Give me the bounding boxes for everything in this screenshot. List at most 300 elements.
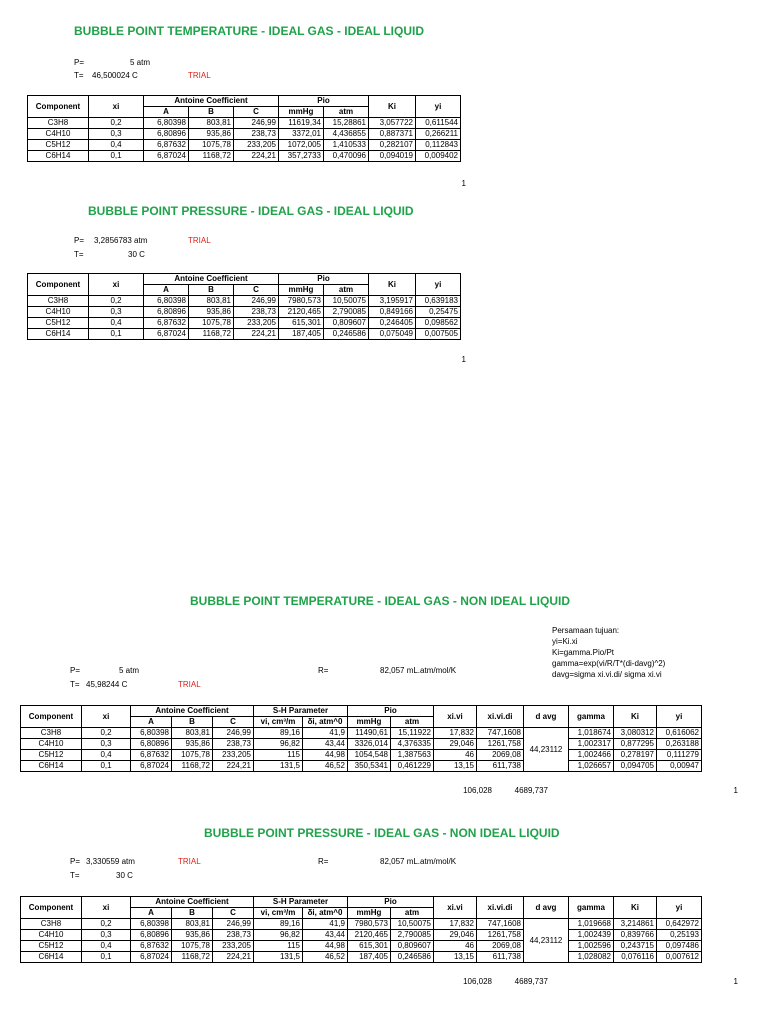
hdr-a: A	[131, 908, 172, 919]
table-cell: 0,1	[89, 329, 144, 340]
hdr-di: δi, atm^0	[303, 908, 348, 919]
table-cell: C5H12	[21, 750, 82, 761]
table-cell: 0,094705	[614, 761, 657, 772]
table-cell: 0,461229	[391, 761, 434, 772]
table-cell: 0,266211	[416, 129, 461, 140]
table-cell: 0,2	[89, 296, 144, 307]
hdr-sh: S-H Parameter	[254, 706, 348, 717]
table-cell: 1,002466	[569, 750, 614, 761]
table-cell: 0,4	[89, 318, 144, 329]
table-cell: 238,73	[213, 930, 254, 941]
table-cell: C3H8	[28, 296, 89, 307]
table-cell: 0,25475	[416, 307, 461, 318]
table-cell: 0,246586	[324, 329, 369, 340]
s3-table	[20, 705, 702, 772]
table-cell: 2,790085	[391, 930, 434, 941]
table-cell: 89,16	[254, 919, 303, 930]
table-cell: 3,195917	[369, 296, 416, 307]
s2-p-value: 3,2856783 atm	[94, 236, 148, 245]
hdr-b: B	[189, 107, 234, 118]
hdr-mmhg: mmHg	[279, 285, 324, 296]
table-cell: 238,73	[213, 739, 254, 750]
table-cell: 6,80896	[131, 739, 172, 750]
s4-sum-xividi: 4689,737	[514, 977, 548, 986]
table-cell: 615,301	[279, 318, 324, 329]
table-cell: 0,282107	[369, 140, 416, 151]
table-cell: 6,80398	[131, 919, 172, 930]
hdr-vi: vi, cm³/m	[254, 908, 303, 919]
hdr-ki: Ki	[614, 897, 657, 919]
s4-p-label: P=	[70, 857, 81, 866]
table-cell: 0,642972	[657, 919, 702, 930]
hdr-davg: d avg	[524, 706, 569, 728]
hdr-xi: xi	[89, 274, 144, 296]
table-cell: 747,1608	[477, 728, 524, 739]
table-cell: 747,1608	[477, 919, 524, 930]
hdr-atm: atm	[324, 285, 369, 296]
table-cell: 0,4	[82, 750, 131, 761]
hdr-ki: Ki	[369, 274, 416, 296]
table-cell: 1075,78	[172, 750, 213, 761]
table-cell: 131,5	[254, 761, 303, 772]
table-cell: 238,73	[234, 307, 279, 318]
table-cell: 46	[434, 750, 477, 761]
hdr-antoine: Antoine Coefficient	[144, 274, 279, 285]
table-cell: C3H8	[21, 919, 82, 930]
table-cell: 6,87632	[131, 750, 172, 761]
table-cell: 935,86	[189, 129, 234, 140]
table-cell: 0,3	[89, 307, 144, 318]
hdr-pio: Pio	[279, 96, 369, 107]
table-row	[21, 941, 702, 952]
table-row	[21, 728, 702, 739]
table-cell: 0,25193	[657, 930, 702, 941]
table-cell: 357,2733	[279, 151, 324, 162]
s1-sum: 1	[461, 179, 466, 188]
hdr-davg: d avg	[524, 897, 569, 919]
table-cell: 0,3	[82, 739, 131, 750]
hdr-b: B	[172, 717, 213, 728]
table-cell: 2120,465	[279, 307, 324, 318]
table-cell: 224,21	[213, 952, 254, 963]
table-cell: 0,616062	[657, 728, 702, 739]
table-cell: C6H14	[28, 329, 89, 340]
table-cell: 233,205	[213, 941, 254, 952]
table-cell: 6,87024	[131, 761, 172, 772]
table-row	[21, 952, 702, 963]
hdr-xivi: xi.vi	[434, 706, 477, 728]
table-row	[28, 307, 461, 318]
table-cell: 3,214861	[614, 919, 657, 930]
table-cell: 224,21	[213, 761, 254, 772]
table-cell: 17,832	[434, 919, 477, 930]
table-cell: 0,809607	[391, 941, 434, 952]
s4-sum-xivi: 106,028	[463, 977, 492, 986]
table-cell: 2069,08	[477, 750, 524, 761]
s2-t-value: 30 C	[128, 250, 145, 259]
table-cell: 803,81	[189, 118, 234, 129]
table-cell: 611,738	[477, 761, 524, 772]
table-row	[28, 329, 461, 340]
hdr-pio: Pio	[348, 897, 434, 908]
table-cell: 1,002439	[569, 930, 614, 941]
table-cell: 1168,72	[189, 329, 234, 340]
hdr-ki: Ki	[369, 96, 416, 118]
table-cell: 131,5	[254, 952, 303, 963]
table-cell: 1072,005	[279, 140, 324, 151]
table-cell: 6,87024	[131, 952, 172, 963]
section4-title: BUBBLE POINT PRESSURE - IDEAL GAS - NON IDEAL LIQUID	[204, 826, 560, 840]
hdr-b: B	[172, 908, 213, 919]
table-cell: C6H14	[21, 761, 82, 772]
table-cell: C3H8	[21, 728, 82, 739]
hdr-b: B	[189, 285, 234, 296]
table-cell: 1,002596	[569, 941, 614, 952]
hdr-mmhg: mmHg	[348, 717, 391, 728]
hdr-c: C	[234, 107, 279, 118]
s1-t-label: T=	[74, 71, 84, 80]
hdr-xi: xi	[89, 96, 144, 118]
table-cell: C3H8	[28, 118, 89, 129]
table-cell: 0,2	[82, 728, 131, 739]
table-cell: 46,52	[303, 952, 348, 963]
table-row	[28, 118, 461, 129]
table-cell: 0,4	[82, 941, 131, 952]
table-cell: 6,80896	[131, 930, 172, 941]
table-cell: 115	[254, 750, 303, 761]
table-cell: 0,007505	[416, 329, 461, 340]
table-cell: 6,80896	[144, 129, 189, 140]
table-cell: 10,50075	[391, 919, 434, 930]
table-cell: 41,9	[303, 728, 348, 739]
note-line: yi=Ki.xi	[552, 637, 578, 646]
note-line: Persamaan tujuan:	[552, 626, 620, 635]
table-cell: 224,21	[234, 329, 279, 340]
table-cell: 0,278197	[614, 750, 657, 761]
table-cell: 6,87632	[131, 941, 172, 952]
hdr-c: C	[213, 717, 254, 728]
s1-t-value: 46,500024 C	[92, 71, 138, 80]
s3-sum-xividi: 4689,737	[514, 786, 548, 795]
table-cell: 44,98	[303, 941, 348, 952]
table-cell: 0,4	[89, 140, 144, 151]
table-cell: 803,81	[172, 919, 213, 930]
table-cell: 7980,573	[279, 296, 324, 307]
table-cell: C4H10	[21, 930, 82, 941]
hdr-component: Component	[28, 274, 89, 296]
table-cell: 233,205	[234, 318, 279, 329]
s3-r-label: R=	[318, 666, 329, 675]
hdr-c: C	[213, 908, 254, 919]
hdr-atm: atm	[391, 717, 434, 728]
table-cell: 1168,72	[172, 952, 213, 963]
table-cell: 15,11922	[391, 728, 434, 739]
table-cell: 0,097486	[657, 941, 702, 952]
table-cell: 46	[434, 941, 477, 952]
s4-t-value: 30 C	[116, 871, 133, 880]
table-row	[21, 750, 702, 761]
table-cell: 3,057722	[369, 118, 416, 129]
table-cell: 1054,548	[348, 750, 391, 761]
table-cell: 0,111279	[657, 750, 702, 761]
note-line: Ki=gamma.Pio/Pt	[552, 648, 615, 657]
davg-cell: 44,23112	[524, 728, 569, 772]
table-cell: 0,849166	[369, 307, 416, 318]
table-cell: 43,44	[303, 930, 348, 941]
hdr-component: Component	[28, 96, 89, 118]
table-cell: 0,3	[89, 129, 144, 140]
davg-cell: 44,23112	[524, 919, 569, 963]
table-row	[28, 140, 461, 151]
s3-sum: 1	[733, 786, 738, 795]
table-cell: 233,205	[234, 140, 279, 151]
table-cell: C4H10	[28, 129, 89, 140]
hdr-yi: yi	[416, 274, 461, 296]
hdr-xi: xi	[82, 897, 131, 919]
hdr-vi: vi, cm³/m	[254, 717, 303, 728]
table-cell: 15,28861	[324, 118, 369, 129]
s4-trial: TRIAL	[178, 857, 201, 866]
table-cell: 233,205	[213, 750, 254, 761]
table-cell: 6,87632	[144, 318, 189, 329]
table-cell: 96,82	[254, 930, 303, 941]
s2-table	[27, 273, 461, 340]
hdr-antoine: Antoine Coefficient	[131, 897, 254, 908]
table-cell: 1,002317	[569, 739, 614, 750]
note-line: gamma=exp(vi/R/T*(di-davg)^2)	[552, 659, 666, 668]
table-cell: 1,387563	[391, 750, 434, 761]
table-cell: 29,046	[434, 739, 477, 750]
table-cell: 187,405	[348, 952, 391, 963]
table-cell: 6,80398	[144, 296, 189, 307]
table-cell: C5H12	[28, 140, 89, 151]
table-cell: 6,80896	[144, 307, 189, 318]
table-cell: 0,075049	[369, 329, 416, 340]
s3-sum-xivi: 106,028	[463, 786, 492, 795]
table-cell: 0,2	[89, 118, 144, 129]
hdr-atm: atm	[391, 908, 434, 919]
table-cell: 2120,465	[348, 930, 391, 941]
s2-t-label: T=	[74, 250, 84, 259]
table-cell: 0,009402	[416, 151, 461, 162]
s1-table	[27, 95, 461, 162]
hdr-a: A	[144, 107, 189, 118]
table-cell: 1075,78	[172, 941, 213, 952]
hdr-mmhg: mmHg	[348, 908, 391, 919]
hdr-gamma: gamma	[569, 706, 614, 728]
table-cell: 1075,78	[189, 318, 234, 329]
s1-trial: TRIAL	[188, 71, 211, 80]
table-cell: 0,3	[82, 930, 131, 941]
hdr-xividi: xi.vi.di	[477, 706, 524, 728]
section3-title: BUBBLE POINT TEMPERATURE - IDEAL GAS - NON IDEAL LIQUID	[190, 594, 571, 608]
hdr-yi: yi	[416, 96, 461, 118]
table-cell: 11490,61	[348, 728, 391, 739]
table-row	[28, 296, 461, 307]
table-cell: 0,094019	[369, 151, 416, 162]
table-cell: 935,86	[189, 307, 234, 318]
table-cell: 0,007612	[657, 952, 702, 963]
s4-p-value: 3,330559 atm	[86, 857, 135, 866]
s3-trial: TRIAL	[178, 680, 201, 689]
table-cell: 1,410533	[324, 140, 369, 151]
hdr-di: δi, atm^0	[303, 717, 348, 728]
table-cell: 0,246405	[369, 318, 416, 329]
table-cell: 6,87024	[144, 329, 189, 340]
table-cell: 41,9	[303, 919, 348, 930]
table-row	[28, 151, 461, 162]
table-cell: 0,246586	[391, 952, 434, 963]
table-cell: C5H12	[21, 941, 82, 952]
table-cell: 615,301	[348, 941, 391, 952]
table-cell: 0,243715	[614, 941, 657, 952]
hdr-pio: Pio	[348, 706, 434, 717]
hdr-a: A	[131, 717, 172, 728]
table-cell: 4,436855	[324, 129, 369, 140]
table-cell: 0,611544	[416, 118, 461, 129]
table-cell: 0,263188	[657, 739, 702, 750]
table-cell: 6,87024	[144, 151, 189, 162]
table-cell: 6,80398	[144, 118, 189, 129]
table-cell: 1,019668	[569, 919, 614, 930]
s3-notes	[552, 625, 665, 680]
table-cell: 935,86	[172, 930, 213, 941]
table-cell: 1261,758	[477, 930, 524, 941]
hdr-xi: xi	[82, 706, 131, 728]
hdr-c: C	[234, 285, 279, 296]
table-cell: 1,018674	[569, 728, 614, 739]
table-cell: C6H14	[21, 952, 82, 963]
hdr-ki: Ki	[614, 706, 657, 728]
s3-t-label: T=	[70, 680, 80, 689]
table-cell: C4H10	[21, 739, 82, 750]
table-cell: 1,026657	[569, 761, 614, 772]
table-cell: 611,738	[477, 952, 524, 963]
table-cell: C4H10	[28, 307, 89, 318]
s3-p-value: 5 atm	[119, 666, 140, 675]
hdr-component: Component	[21, 706, 82, 728]
table-cell: 0,809607	[324, 318, 369, 329]
hdr-a: A	[144, 285, 189, 296]
hdr-sh: S-H Parameter	[254, 897, 348, 908]
table-cell: 6,87632	[144, 140, 189, 151]
table-cell: 10,50075	[324, 296, 369, 307]
s1-p-value: 5 atm	[130, 58, 151, 67]
hdr-atm: atm	[324, 107, 369, 118]
table-cell: 6,80398	[131, 728, 172, 739]
table-cell: 0,887371	[369, 129, 416, 140]
table-cell: 96,82	[254, 739, 303, 750]
hdr-yi: yi	[657, 706, 702, 728]
table-cell: C5H12	[28, 318, 89, 329]
table-cell: 0,839766	[614, 930, 657, 941]
s4-t-label: T=	[70, 871, 80, 880]
table-cell: 29,046	[434, 930, 477, 941]
section1-title: BUBBLE POINT TEMPERATURE - IDEAL GAS - IDEAL LIQUID	[74, 24, 425, 38]
table-cell: 13,15	[434, 761, 477, 772]
table-row	[28, 129, 461, 140]
table-cell: 17,832	[434, 728, 477, 739]
hdr-mmhg: mmHg	[279, 107, 324, 118]
table-cell: 3326,014	[348, 739, 391, 750]
table-cell: 2,790085	[324, 307, 369, 318]
table-cell: 11619,34	[279, 118, 324, 129]
table-cell: 13,15	[434, 952, 477, 963]
s4-sum: 1	[733, 977, 738, 986]
table-row	[21, 919, 702, 930]
table-cell: 0,098562	[416, 318, 461, 329]
table-cell: 803,81	[172, 728, 213, 739]
table-cell: 89,16	[254, 728, 303, 739]
table-cell: 246,99	[234, 118, 279, 129]
table-cell: 0,1	[89, 151, 144, 162]
s1-p-label: P=	[74, 58, 85, 67]
table-cell: 3,080312	[614, 728, 657, 739]
table-cell: 187,405	[279, 329, 324, 340]
table-row	[21, 930, 702, 941]
hdr-xivi: xi.vi	[434, 897, 477, 919]
table-cell: 246,99	[234, 296, 279, 307]
table-cell: 238,73	[234, 129, 279, 140]
note-line: davg=sigma xi.vi.di/ sigma xi.vi	[552, 670, 662, 679]
table-cell: 935,86	[172, 739, 213, 750]
table-cell: 350,5341	[348, 761, 391, 772]
table-cell: 3372,01	[279, 129, 324, 140]
s2-sum: 1	[461, 355, 466, 364]
hdr-gamma: gamma	[569, 897, 614, 919]
table-cell: 0,1	[82, 952, 131, 963]
table-cell: 7980,573	[348, 919, 391, 930]
table-row	[21, 739, 702, 750]
hdr-antoine: Antoine Coefficient	[144, 96, 279, 107]
table-cell: 0,639183	[416, 296, 461, 307]
hdr-pio: Pio	[279, 274, 369, 285]
table-cell: 0,076116	[614, 952, 657, 963]
table-cell: C6H14	[28, 151, 89, 162]
table-cell: 1075,78	[189, 140, 234, 151]
table-cell: 246,99	[213, 728, 254, 739]
hdr-component: Component	[21, 897, 82, 919]
table-cell: 43,44	[303, 739, 348, 750]
table-cell: 246,99	[213, 919, 254, 930]
table-cell: 115	[254, 941, 303, 952]
table-cell: 0,112843	[416, 140, 461, 151]
hdr-antoine: Antoine Coefficient	[131, 706, 254, 717]
s4-r-label: R=	[318, 857, 329, 866]
section2-title: BUBBLE POINT PRESSURE - IDEAL GAS - IDEAL LIQUID	[88, 204, 414, 218]
table-cell: 0,2	[82, 919, 131, 930]
s4-table	[20, 896, 702, 963]
table-cell: 46,52	[303, 761, 348, 772]
table-cell: 44,98	[303, 750, 348, 761]
table-cell: 0,470096	[324, 151, 369, 162]
table-cell: 1168,72	[172, 761, 213, 772]
table-cell: 0,1	[82, 761, 131, 772]
table-row	[21, 761, 702, 772]
hdr-xividi: xi.vi.di	[477, 897, 524, 919]
s2-trial: TRIAL	[188, 236, 211, 245]
table-row	[28, 318, 461, 329]
table-cell: 1261,758	[477, 739, 524, 750]
table-cell: 2069,08	[477, 941, 524, 952]
table-cell: 4,376335	[391, 739, 434, 750]
s3-p-label: P=	[70, 666, 81, 675]
table-cell: 803,81	[189, 296, 234, 307]
hdr-yi: yi	[657, 897, 702, 919]
s2-p-label: P=	[74, 236, 85, 245]
s3-t-value: 45,98244 C	[86, 680, 128, 689]
table-cell: 224,21	[234, 151, 279, 162]
